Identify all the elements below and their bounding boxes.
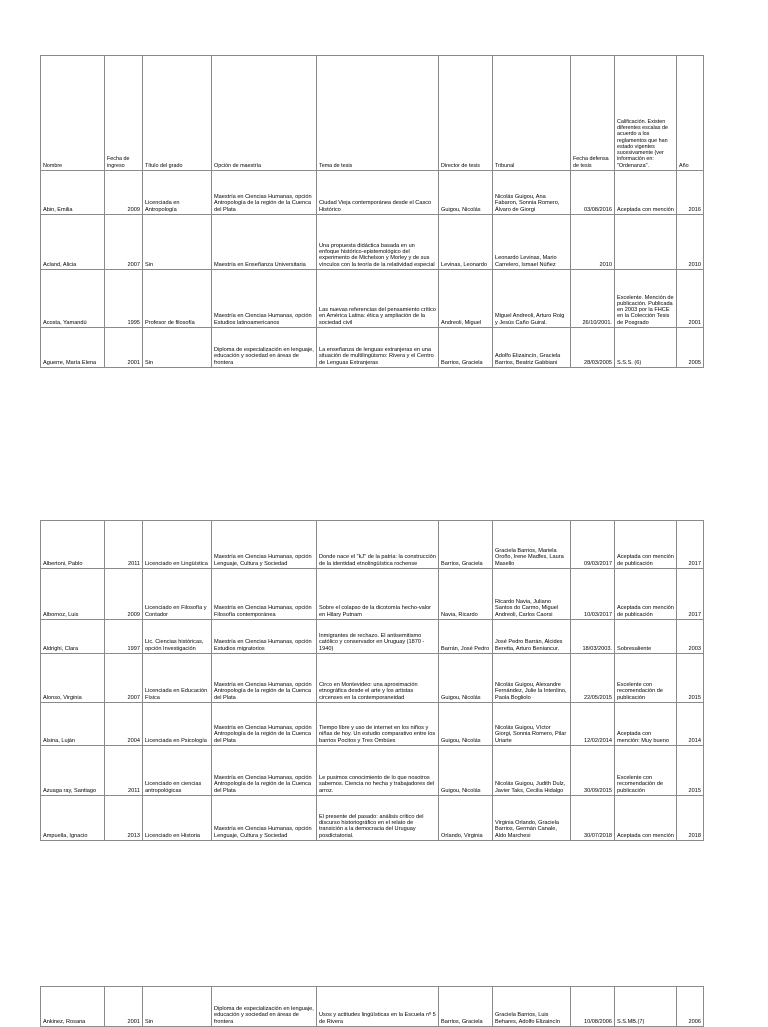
cell-titulo-grado: Licenciada en Educación Física — [143, 654, 212, 703]
header-calificacion: Calificación. Existen diferentes escalas de acuerdo a los reglamentos que han estado vigentes sucesivamente (ver información en: "Ordenanza". — [615, 56, 677, 171]
cell-fecha-ingreso: 2007 — [105, 215, 143, 270]
cell-fecha-ingreso: 2001 — [105, 987, 143, 1027]
table-header-row — [41, 56, 704, 171]
cell-calificacion: Sobresaliente — [615, 620, 677, 654]
cell-anio: 2015 — [677, 654, 704, 703]
cell-director: Orlando, Virginia — [439, 796, 493, 841]
cell-fecha-defensa: 30/09/2015 — [571, 746, 615, 796]
cell-calificacion: Excelente con recomendación de publicación — [615, 654, 677, 703]
cell-fecha-defensa: 09/03/2017 — [571, 521, 615, 569]
cell-titulo-grado: Licenciado en Filosofía y Contador — [143, 569, 212, 620]
cell-nombre: Acosta, Yamandú — [41, 270, 105, 328]
cell-fecha-ingreso: 2009 — [105, 171, 143, 215]
cell-fecha-ingreso: 2004 — [105, 703, 143, 746]
cell-opcion-maestria: Diploma de especialización en lenguaje, educación y sociedad en áreas de frontera — [212, 328, 317, 368]
cell-fecha-defensa: 03/08/2016 — [571, 171, 615, 215]
cell-director: Barrios, Graciela — [439, 328, 493, 368]
table-row — [41, 215, 704, 270]
cell-titulo-grado: Lic. Ciencias históricas, opción Investigación — [143, 620, 212, 654]
cell-fecha-defensa: 22/05/2015 — [571, 654, 615, 703]
cell-fecha-ingreso: 1997 — [105, 620, 143, 654]
thesis-table-block-2 — [40, 520, 704, 841]
header-fecha-ingreso: Fecha de ingreso — [105, 56, 143, 171]
cell-tribunal: Ricardo Navia, Juliano Santos do Carmo, Miguel Andreoli, Carlos Caorsi — [493, 569, 571, 620]
cell-opcion-maestria: Maestría en Ciencias Humanas, opción Estudios migratorios — [212, 620, 317, 654]
cell-calificacion: Excelente. Mención de publicación. Publicada en 2003 por la FHCE en la Colección Tesis de Posgrado — [615, 270, 677, 328]
cell-tema-tesis: Usos y actitudes lingüísticas en la Escuela nº 5 de Rivera — [317, 987, 439, 1027]
cell-fecha-defensa: 28/03/2005 — [571, 328, 615, 368]
cell-nombre: Abin, Emilia — [41, 171, 105, 215]
cell-fecha-defensa: 10/08/2006 — [571, 987, 615, 1027]
cell-calificacion: S.S.S. (6) — [615, 328, 677, 368]
cell-nombre: Alsina, Luján — [41, 703, 105, 746]
cell-director: Barrios, Graciela — [439, 987, 493, 1027]
cell-tema-tesis: Inmigrantes de rechazo. El antisemitismo católico y conservador en Uruguay (1870 - 1940) — [317, 620, 439, 654]
header-nombre: Nombre — [41, 56, 105, 171]
cell-titulo-grado: Profesor de filosofía — [143, 270, 212, 328]
table-row — [41, 703, 704, 746]
cell-calificacion: Aceptada con mención — [615, 796, 677, 841]
cell-director: Guigou, Nicolás — [439, 703, 493, 746]
cell-director: Barrán, José Pedro — [439, 620, 493, 654]
cell-tema-tesis: Las nuevas referencias del pensamiento crítico en América Latina: ética y ampliación de la sociedad civil — [317, 270, 439, 328]
cell-opcion-maestria: Maestría en Ciencias Humanas, opción Lenguaje, Cultura y Sociedad — [212, 796, 317, 841]
cell-fecha-ingreso: 2011 — [105, 746, 143, 796]
cell-tema-tesis: La enseñanza de lenguas extranjeras en una situación de multilingüismo: Rivera y el Centro de Lenguas Extranjeras — [317, 328, 439, 368]
cell-tema-tesis: Sobre el colapso de la dicotomía hecho-valor en Hilary Putnam — [317, 569, 439, 620]
cell-anio: 2016 — [677, 171, 704, 215]
cell-director: Barrios, Graciela — [439, 521, 493, 569]
cell-anio: 2001 — [677, 270, 704, 328]
cell-titulo-grado: Sin — [143, 215, 212, 270]
table-row — [41, 569, 704, 620]
cell-tribunal: Graciela Barrios, Luis Behares, Adolfo Elizaincín — [493, 987, 571, 1027]
cell-nombre: Aguerre, María Elena — [41, 328, 105, 368]
cell-fecha-defensa: 18/03/2003. — [571, 620, 615, 654]
table-row — [41, 987, 704, 1027]
cell-director: Guigou, Nicolás — [439, 746, 493, 796]
table-row — [41, 620, 704, 654]
cell-tema-tesis: Ciudad Vieja contemporánea desde el Casco Histórico — [317, 171, 439, 215]
cell-tribunal: Leonardo Levinas, Mario Carrelero, Ismael Núñez — [493, 215, 571, 270]
cell-tribunal: Nicolás Guigou, Alexandre Fernández, Julie la Intenlino, Paola Bogliolo — [493, 654, 571, 703]
thesis-table-block-3 — [40, 986, 704, 1027]
header-tribunal: Tribunal — [493, 56, 571, 171]
cell-fecha-defensa: 2010 — [571, 215, 615, 270]
cell-tribunal: Virginia Orlando, Graciela Barrios, Germán Canale, Aldo Marchesi — [493, 796, 571, 841]
cell-calificacion: Aceptada con mención de publicación — [615, 569, 677, 620]
table-row — [41, 171, 704, 215]
cell-fecha-ingreso: 2011 — [105, 521, 143, 569]
cell-anio: 2005 — [677, 328, 704, 368]
cell-titulo-grado: Licenciado en ciencias antropológicas — [143, 746, 212, 796]
cell-calificacion: Aceptada con mención: Muy bueno — [615, 703, 677, 746]
cell-anio: 2006 — [677, 987, 704, 1027]
cell-fecha-defensa: 26/10/2001. — [571, 270, 615, 328]
cell-calificacion — [615, 215, 677, 270]
cell-opcion-maestria: Maestría en Ciencias Humanas, opción Lenguaje, Cultura y Sociedad — [212, 521, 317, 569]
cell-titulo-grado: Sin — [143, 328, 212, 368]
cell-tribunal: Nicolás Guigou, Judith Dulz, Javier Taks, Cecilia Hidalgo — [493, 746, 571, 796]
cell-director: Navia, Ricardo — [439, 569, 493, 620]
cell-opcion-maestria: Maestría en Ciencias Humanas, opción Estudios latinoamericanos — [212, 270, 317, 328]
cell-tema-tesis: Le pusimos conocimiento de lo que nosotros sabemos. Ciencia no hecha y trabajadores del arroz. — [317, 746, 439, 796]
cell-opcion-maestria: Maestría en Ciencias Humanas, opción Antropología de la región de la Cuenca del Plata — [212, 654, 317, 703]
cell-titulo-grado: Licenciado en Lingüística — [143, 521, 212, 569]
cell-tribunal: Adolfo Elizaincín, Graciela Barrios, Beatriz Gabbiani — [493, 328, 571, 368]
cell-tribunal: Nicolás Guigou, Víctor Giorgi, Sonnia Romero, Pilar Uriarte — [493, 703, 571, 746]
cell-fecha-defensa: 12/02/2014 — [571, 703, 615, 746]
cell-tema-tesis: Tiempo libre y uso de internet en los niños y niñas de hoy. Un estudio comparativo entre los barrios Pocitos y Tres Ombúes — [317, 703, 439, 746]
cell-nombre: Acland, Alicia — [41, 215, 105, 270]
cell-director: Guigou, Nicolás — [439, 171, 493, 215]
cell-director: Guigou, Nicolás — [439, 654, 493, 703]
table-row — [41, 796, 704, 841]
cell-anio: 2014 — [677, 703, 704, 746]
cell-titulo-grado: Licenciada en Antropología — [143, 171, 212, 215]
cell-calificacion: Aceptada con mención — [615, 171, 677, 215]
cell-anio: 2010 — [677, 215, 704, 270]
cell-anio: 2017 — [677, 569, 704, 620]
cell-nombre: Azuaga ray, Santiago — [41, 746, 105, 796]
table-row — [41, 654, 704, 703]
table-row — [41, 746, 704, 796]
cell-opcion-maestria: Maestría en Ciencias Humanas, opción Antropología de la región de la Cuenca del Plata — [212, 171, 317, 215]
cell-calificacion: Aceptada con mención de publicación — [615, 521, 677, 569]
thesis-table-block-1 — [40, 55, 704, 368]
cell-opcion-maestria: Diploma de especialización en lenguaje, educación y sociedad en áreas de frontera — [212, 987, 317, 1027]
header-opcion-maestria: Opción de maestría — [212, 56, 317, 171]
cell-opcion-maestria: Maestría en Enseñanza Universitaria — [212, 215, 317, 270]
cell-fecha-ingreso: 2013 — [105, 796, 143, 841]
cell-anio: 2017 — [677, 521, 704, 569]
header-titulo-grado: Título del grado — [143, 56, 212, 171]
header-anio: Año — [677, 56, 704, 171]
cell-opcion-maestria: Maestría en Ciencias Humanas, opción Antropología de la región de la Cuenca del Plata — [212, 703, 317, 746]
table-row — [41, 521, 704, 569]
header-fecha-defensa: Fecha defensa de tesis — [571, 56, 615, 171]
cell-tema-tesis: Circo en Montevideo: una aproximación etnográfica desde el arte y los artistas circenses en la contemporaneidad — [317, 654, 439, 703]
cell-anio: 2015 — [677, 746, 704, 796]
cell-tema-tesis: El presente del pasado: análisis crítico del discurso historiográfico en el relato de transición a la democracia del Uruguay posdictatorial. — [317, 796, 439, 841]
cell-tema-tesis: Donde nace el "kJ" de la patria: la construcción de la identidad etnolingüística rochense — [317, 521, 439, 569]
table-row — [41, 328, 704, 368]
cell-fecha-defensa: 10/03/2017 — [571, 569, 615, 620]
header-tema-tesis: Tema de tesis — [317, 56, 439, 171]
cell-fecha-ingreso: 1995 — [105, 270, 143, 328]
header-director: Director de tesis — [439, 56, 493, 171]
cell-nombre: Ankinez, Rosana — [41, 987, 105, 1027]
cell-nombre: Albornoz, Luis — [41, 569, 105, 620]
cell-titulo-grado: Licenciada en Psicología — [143, 703, 212, 746]
cell-nombre: Albertoni, Pablo — [41, 521, 105, 569]
cell-calificacion: Excelente con recomendación de publicación — [615, 746, 677, 796]
cell-opcion-maestria: Maestría en Ciencias Humanas, opción Filosofía contemporánea — [212, 569, 317, 620]
cell-titulo-grado: Licenciado en Historia — [143, 796, 212, 841]
cell-nombre: Alonso, Virginia — [41, 654, 105, 703]
cell-anio: 2003 — [677, 620, 704, 654]
cell-tribunal: Miguel Andreoli, Arturo Roig y Jesús Caño Guiral. — [493, 270, 571, 328]
cell-nombre: Aldrighi, Clara — [41, 620, 105, 654]
cell-tribunal: José Pedro Barrán, Alcides Beretta, Arturo Beniancur. — [493, 620, 571, 654]
table-row — [41, 270, 704, 328]
cell-fecha-ingreso: 2001 — [105, 328, 143, 368]
cell-tema-tesis: Una propuesta didáctica basada en un enfoque histórico-epistemológico del experimento de Michelson y Morley y de sus vínculos con la teoría de la relatividad especial — [317, 215, 439, 270]
cell-fecha-ingreso: 2007 — [105, 654, 143, 703]
cell-anio: 2018 — [677, 796, 704, 841]
cell-opcion-maestria: Maestría en Ciencias Humanas, opción Antropología de la región de la Cuenca del Plata — [212, 746, 317, 796]
cell-nombre: Ampuella, Ignacio — [41, 796, 105, 841]
cell-fecha-ingreso: 2009 — [105, 569, 143, 620]
cell-director: Andreoli, Miguel — [439, 270, 493, 328]
cell-calificacion: S.S.MB.(7) — [615, 987, 677, 1027]
cell-tribunal: Graciela Barrios, Mariela Oroño, Irene Madfes, Laura Masello — [493, 521, 571, 569]
cell-titulo-grado: Sin — [143, 987, 212, 1027]
cell-tribunal: Nicolás Guigou, Ana Fabaron, Sonnia Romero, Álvaro de Giorgi — [493, 171, 571, 215]
cell-director: Levinas, Leonardo — [439, 215, 493, 270]
cell-fecha-defensa: 30/07/2018 — [571, 796, 615, 841]
